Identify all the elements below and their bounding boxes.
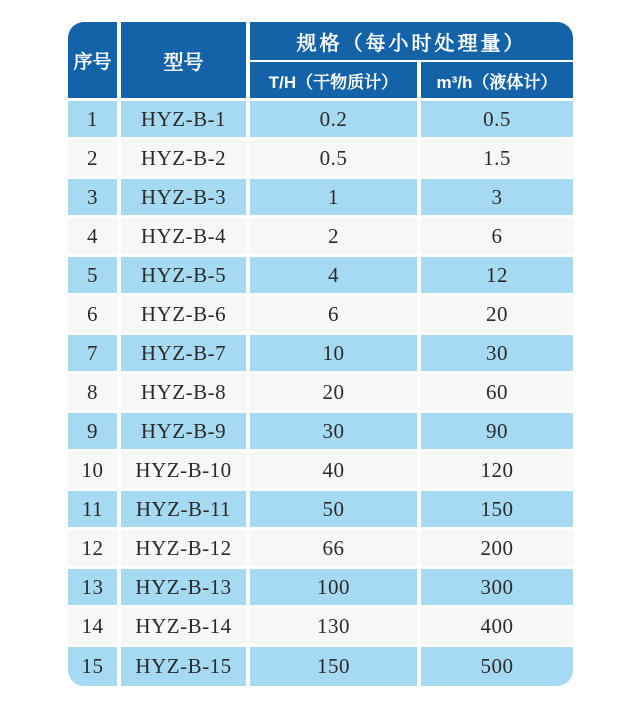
cell-liquid-value: 300 bbox=[421, 569, 573, 605]
table-row bbox=[68, 101, 573, 140]
cell-model: HYZ-B-10 bbox=[121, 452, 250, 488]
table-row bbox=[68, 413, 573, 452]
cell-liquid-value: 0.5 bbox=[421, 101, 573, 137]
table-row bbox=[68, 179, 573, 218]
table-row bbox=[68, 374, 573, 413]
table-row bbox=[68, 491, 573, 530]
cell-dry-value: 130 bbox=[250, 608, 421, 644]
cell-liquid-value: 6 bbox=[421, 218, 573, 254]
cell-serial: 10 bbox=[68, 452, 121, 488]
table-row bbox=[68, 218, 573, 257]
cell-serial: 2 bbox=[68, 140, 121, 176]
cell-serial: 13 bbox=[68, 569, 121, 605]
header-serial-number: 序号 bbox=[68, 22, 121, 98]
cell-model: HYZ-B-6 bbox=[121, 296, 250, 332]
cell-serial: 9 bbox=[68, 413, 121, 449]
header-model bbox=[121, 22, 250, 98]
table-row bbox=[68, 257, 573, 296]
cell-liquid-value: 90 bbox=[421, 413, 573, 449]
cell-serial: 3 bbox=[68, 179, 121, 215]
table-row bbox=[68, 530, 573, 569]
cell-model: HYZ-B-1 bbox=[121, 101, 250, 137]
header-dry-basis: T/H（干物质计） bbox=[250, 62, 421, 98]
cell-model: HYZ-B-8 bbox=[121, 374, 250, 410]
table-row bbox=[68, 140, 573, 179]
spec-table-header bbox=[68, 22, 573, 101]
cell-dry-value: 40 bbox=[250, 452, 421, 488]
cell-liquid-value: 200 bbox=[421, 530, 573, 566]
cell-model: HYZ-B-13 bbox=[121, 569, 250, 605]
table-row bbox=[68, 296, 573, 335]
cell-serial: 15 bbox=[68, 647, 121, 686]
cell-liquid-value: 12 bbox=[421, 257, 573, 293]
cell-liquid-value: 1.5 bbox=[421, 140, 573, 176]
cell-model: HYZ-B-14 bbox=[121, 608, 250, 644]
cell-serial: 7 bbox=[68, 335, 121, 371]
cell-model: HYZ-B-5 bbox=[121, 257, 250, 293]
cell-liquid-value: 120 bbox=[421, 452, 573, 488]
cell-serial: 5 bbox=[68, 257, 121, 293]
cell-liquid-value: 20 bbox=[421, 296, 573, 332]
cell-model: HYZ-B-4 bbox=[121, 218, 250, 254]
cell-model: HYZ-B-7 bbox=[121, 335, 250, 371]
cell-dry-value: 0.5 bbox=[250, 140, 421, 176]
cell-serial: 11 bbox=[68, 491, 121, 527]
cell-serial: 14 bbox=[68, 608, 121, 644]
cell-liquid-value: 30 bbox=[421, 335, 573, 371]
cell-model: HYZ-B-12 bbox=[121, 530, 250, 566]
cell-dry-value: 10 bbox=[250, 335, 421, 371]
header-model-char-right: 号 bbox=[183, 51, 204, 74]
cell-liquid-value: 60 bbox=[421, 374, 573, 410]
cell-dry-value: 0.2 bbox=[250, 101, 421, 137]
cell-dry-value: 1 bbox=[250, 179, 421, 215]
cell-liquid-value: 400 bbox=[421, 608, 573, 644]
cell-dry-value: 66 bbox=[250, 530, 421, 566]
cell-model: HYZ-B-3 bbox=[121, 179, 250, 215]
cell-serial: 12 bbox=[68, 530, 121, 566]
cell-dry-value: 4 bbox=[250, 257, 421, 293]
cell-liquid-value: 500 bbox=[421, 647, 573, 686]
header-model-char-left: 型 bbox=[163, 51, 184, 74]
table-row bbox=[68, 452, 573, 491]
table-row bbox=[68, 569, 573, 608]
cell-liquid-value: 150 bbox=[421, 491, 573, 527]
cell-dry-value: 150 bbox=[250, 647, 421, 686]
table-body bbox=[68, 101, 573, 686]
cell-serial: 6 bbox=[68, 296, 121, 332]
cell-dry-value: 30 bbox=[250, 413, 421, 449]
table-row bbox=[68, 608, 573, 647]
cell-model: HYZ-B-15 bbox=[121, 647, 250, 686]
cell-dry-value: 20 bbox=[250, 374, 421, 410]
table-row bbox=[68, 335, 573, 374]
cell-model: HYZ-B-11 bbox=[121, 491, 250, 527]
cell-model: HYZ-B-2 bbox=[121, 140, 250, 176]
header-spec-group: 规格（每小时处理量） bbox=[250, 22, 573, 62]
cell-liquid-value: 3 bbox=[421, 179, 573, 215]
cell-dry-value: 2 bbox=[250, 218, 421, 254]
cell-serial: 4 bbox=[68, 218, 121, 254]
cell-model: HYZ-B-9 bbox=[121, 413, 250, 449]
cell-serial: 1 bbox=[68, 101, 121, 137]
cell-dry-value: 6 bbox=[250, 296, 421, 332]
spec-table bbox=[68, 22, 573, 686]
cell-dry-value: 100 bbox=[250, 569, 421, 605]
cell-serial: 8 bbox=[68, 374, 121, 410]
cell-dry-value: 50 bbox=[250, 491, 421, 527]
table-row bbox=[68, 647, 573, 686]
header-liquid-basis: m³/h（液体计） bbox=[436, 72, 558, 92]
